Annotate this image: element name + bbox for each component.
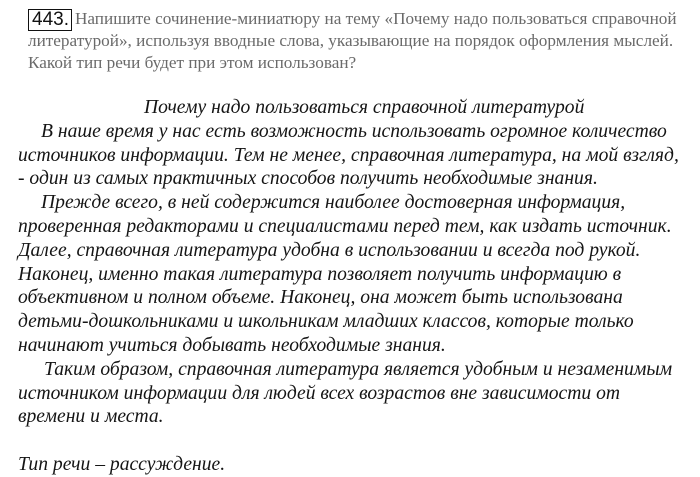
essay-line: - один из самых практичных способов получить необходимые знания.: [18, 168, 598, 190]
essay-conclusion: Тип речи – рассуждение.: [18, 453, 226, 475]
essay-line: времени и места.: [18, 406, 164, 428]
essay-line: источников информации. Тем не менее, справочная литература, на мой взгляд,: [18, 144, 679, 166]
essay-line: Прежде всего, в ней содержится наиболее достоверная информация,: [41, 192, 626, 214]
essay-line: Таким образом, справочная литература является удобным и незаменимым: [44, 358, 673, 380]
task-line-2: литературой», используя вводные слова, указывающие на порядок оформления мыслей.: [28, 31, 674, 50]
essay-line: проверенная редакторами и специалистами перед тем, как издать источник.: [18, 215, 672, 237]
essay-title: Почему надо пользоваться справочной литературой: [144, 97, 585, 118]
essay-line: объективном и полном объеме. Наконец, она может быть использована: [18, 287, 623, 309]
task-line-3: Какой тип речи будет при этом использован?: [28, 53, 357, 72]
blank-line: [18, 429, 698, 453]
essay-answer: [18, 96, 698, 477]
task-text-1: Напишите сочинение-миниатюру на тему «Почему надо пользоваться справочной: [74, 9, 677, 28]
essay-line: Далее, справочная литература удобна в использовании и всегда под рукой.: [18, 239, 641, 261]
task-line-1: [28, 8, 696, 30]
task-number-badge: 443.: [28, 9, 72, 31]
essay-line: начинают учиться добывать необходимые знания.: [18, 334, 446, 356]
task-prompt: [28, 8, 696, 74]
essay-line: В наше время у нас есть возможность использовать огромное количество: [41, 120, 667, 142]
essay-line: детьми-дошкольниками и школьникам младших классов, которые только: [18, 311, 634, 333]
essay-line: источником информации для людей всех возрастов вне зависимости от: [18, 382, 621, 404]
essay-line: Наконец, именно такая литература позволяет получить информацию в: [18, 263, 622, 285]
